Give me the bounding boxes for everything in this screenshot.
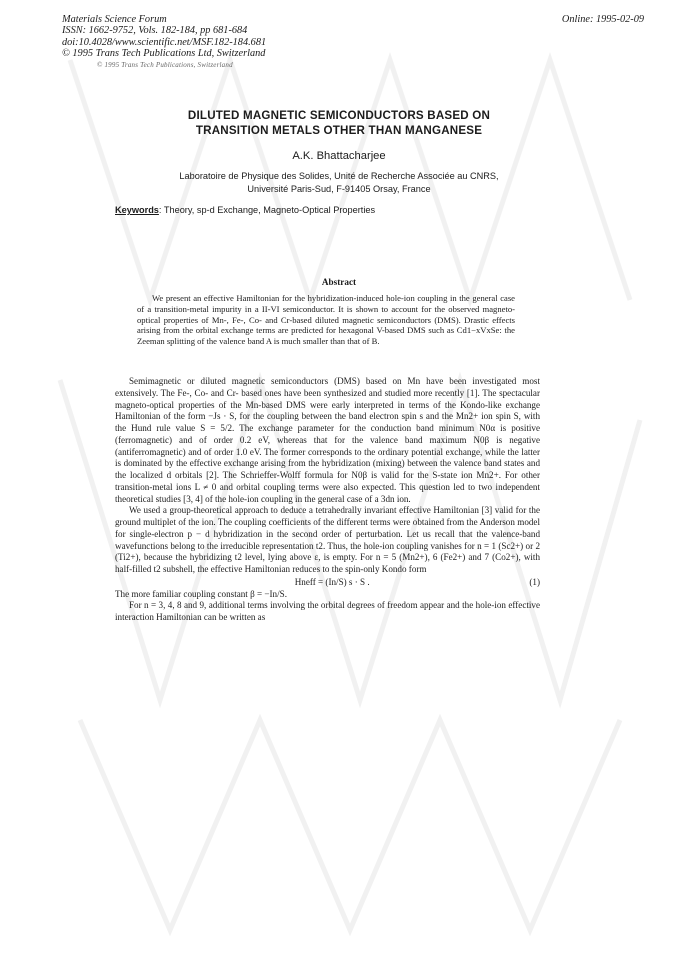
abstract-text: We present an effective Hamiltonian for the hybridization-induced hole-ion coupling in the general case of a transition-metal impurity in a II-VI semiconductor. It is shown to account for the observed magneto-optical properties of Mn-, Fe-, Co- and Cr-based diluted magnetic semiconductors (DMS). Drastic effects arising from the orbital exchange terms are predicted for hexagonal V-based DMS such as Cd1−xVxSe: the Zeeman splitting of the valence band A is much smaller than that of B. (137, 293, 515, 347)
title-line-1: DILUTED MAGNETIC SEMICONDUCTORS BASED ON (187, 109, 491, 122)
paragraph-4: For n = 3, 4, 8 and 9, additional terms involving the orbital degrees of freedom appear and the hole-ion effective interaction Hamiltonian can be written as (115, 600, 540, 622)
paper-title (0, 108, 678, 138)
original-copyright-line: © 1995 Trans Tech Publications, Switzerland (97, 61, 233, 69)
affiliation (0, 170, 678, 195)
title-line-2: TRANSITION METALS OTHER THAN MANGANESE (195, 124, 483, 137)
paragraph-3: The more familiar coupling constant β = −In/S. (115, 588, 287, 599)
paragraph-2: We used a group-theoretical approach to deduce a tetrahedrally invariant effective Hamiltonian [3] valid for the ground multiplet of the ion. The coupling coefficients of the different terms were obtained from the Anderson model for single-electron p − d hybridization in the second order of perturbation. Let us recall that the valence-band wavefunctions belong to the irreducible representation t2. Thus, the hole-ion coupling vanishes for n = 1 (Sc2+) or 2 (Ti2+), because the hybridizing t2 level, lying above ε, is empty. For n = 5 (Mn2+), 6 (Fe2+) and 7 (Co2+), with half-filled t2 subshell, the effective Hamiltonian reduces to the spin-only Kondo form (115, 505, 540, 574)
paragraph-1: Semimagnetic or diluted magnetic semiconductors (DMS) based on Mn have been investigated most extensively. The Fe-, Co- and Cr- based ones have been synthesized and studied more recently [1]. The spectacular magneto-optical properties of the Mn-based DMS were early interpreted in terms of the Kondo-like exchange Hamiltonian of the form −Js · S, for the coupling between the band electron spin s and the Mn2+ ion spin S, with the Hund rule value S = 5/2. The exchange parameter for the conduction band minimum N0α is positive (ferromagnetic) and of order 0.2 eV, whereas that for the valence band maximum N0β is negative (antiferromagnetic) and of order 1.0 eV. The former corresponds to the ordinary potential exchange, while the latter is dominated by the effective exchange arising from the hybridization (mixing) between the valence band states and the localized d orbitals [2]. The Schrieffer-Wolff formula for N0β is valid for the S-state ion Mn2+. For other transition-metal ions L ≠ 0 and orbital coupling terms were also expected. This question led to two independent theoretical studies [3, 4] of the hole-ion coupling in the general case of a 3dn ion. (115, 376, 540, 504)
equation-1 (115, 577, 540, 589)
affiliation-line-2: Université Paris-Sud, F-91405 Orsay, France (247, 183, 431, 194)
author-name: A.K. Bhattacharjee (292, 150, 386, 162)
main-text (115, 376, 540, 624)
journal-name: Materials Science Forum (62, 14, 167, 25)
publication-info (62, 14, 266, 59)
abstract-heading: Abstract (321, 277, 357, 287)
keywords-text: : Theory, sp-d Exchange, Magneto-Optical Properties (158, 205, 376, 215)
equation-1-formula: Hneff = (In/S) s · S . (294, 576, 370, 587)
online-date: Online: 1995-02-09 (561, 14, 644, 25)
keywords (115, 205, 375, 215)
doi-line: doi:10.4028/www.scientific.net/MSF.182-184.681 (62, 36, 267, 48)
keywords-label: Keywords (115, 205, 159, 215)
issn-line: ISSN: 1662-9752, Vols. 182-184, pp 681-684 (62, 25, 248, 37)
copyright-line: © 1995 Trans Tech Publications Ltd, Switzerland (62, 47, 266, 59)
affiliation-line-1: Laboratoire de Physique des Solides, Unité de Recherche Associée au CNRS, (179, 171, 499, 181)
equation-1-number: (1) (529, 576, 540, 587)
abstract-body (137, 293, 515, 347)
